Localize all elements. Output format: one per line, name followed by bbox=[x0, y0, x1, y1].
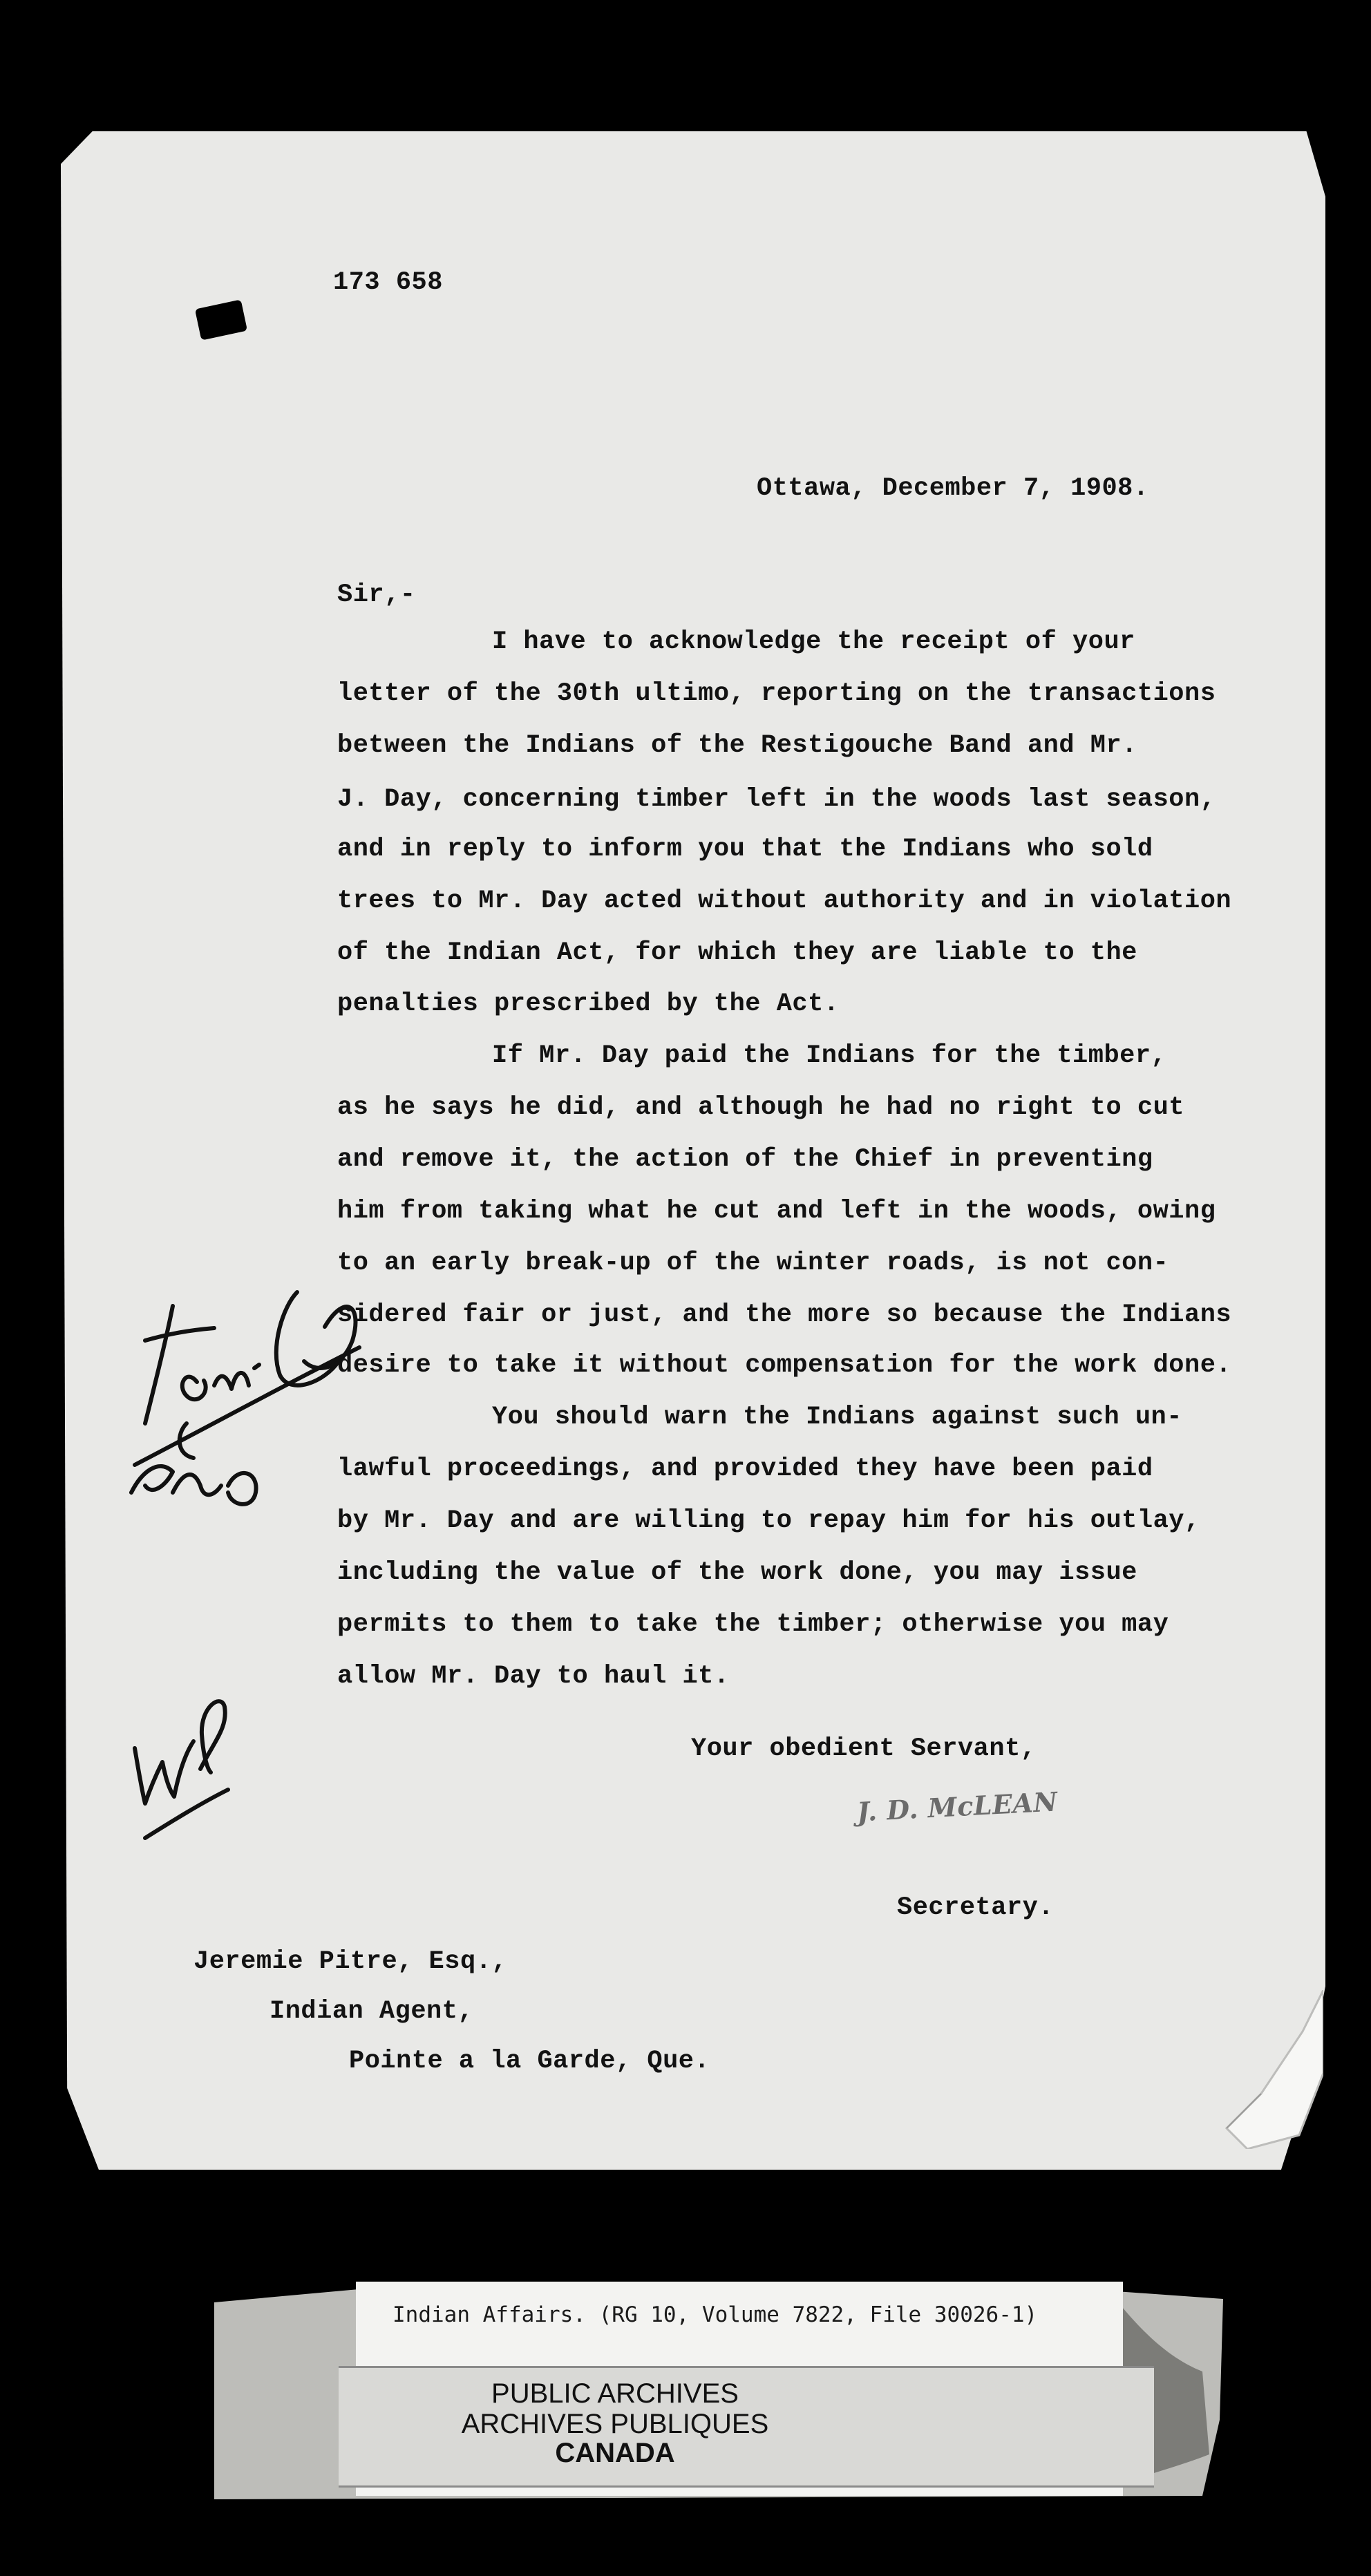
body-line: and in reply to inform you that the Indians who sold bbox=[337, 835, 1153, 864]
folded-corner bbox=[1206, 1990, 1323, 2149]
body-line: desire to take it without compensation for the work done. bbox=[337, 1351, 1232, 1380]
body-line: allow Mr. Day to haul it. bbox=[337, 1662, 730, 1691]
body-line: as he says he did, and although he had no right to cut bbox=[337, 1093, 1184, 1122]
body-line: of the Indian Act, for which they are liable to the bbox=[337, 938, 1137, 967]
addressee-place: Pointe a la Garde, Que. bbox=[349, 2047, 710, 2076]
body-line: penalties prescribed by the Act. bbox=[337, 989, 840, 1019]
body-line: J. Day, concerning timber left in the woods last season, bbox=[337, 785, 1216, 814]
body-line: I have to acknowledge the receipt of your bbox=[492, 627, 1135, 656]
body-line: sidered fair or just, and the more so because the Indians bbox=[337, 1300, 1232, 1329]
archive-slip bbox=[214, 2282, 1223, 2503]
body-line: and remove it, the action of the Chief in preventing bbox=[337, 1145, 1153, 1174]
body-line: to an early break-up of the winter roads, is not con- bbox=[337, 1249, 1169, 1278]
file-number: 173 658 bbox=[333, 268, 443, 297]
stamp-line: ARCHIVES PUBLIQUES bbox=[461, 2409, 769, 2439]
body-line: trees to Mr. Day acted without authority and in violation bbox=[337, 887, 1232, 916]
body-line: including the value of the work done, you may issue bbox=[337, 1558, 1137, 1587]
body-line: letter of the 30th ultimo, reporting on the transactions bbox=[337, 679, 1216, 708]
archive-citation: Indian Affairs. (RG 10, Volume 7822, File 30026-1) bbox=[393, 2302, 1038, 2327]
stamp-line: PUBLIC ARCHIVES bbox=[491, 2378, 739, 2409]
addressee-name: Jeremie Pitre, Esq., bbox=[193, 1947, 508, 1976]
stamp-line: CANADA bbox=[555, 2438, 675, 2468]
handwritten-wd-initials bbox=[124, 1686, 242, 1845]
date-line: Ottawa, December 7, 1908. bbox=[757, 474, 1149, 503]
addressee-title: Indian Agent, bbox=[270, 1997, 474, 2026]
body-line: permits to them to take the timber; otherwise you may bbox=[337, 1610, 1169, 1639]
signatory-title: Secretary. bbox=[897, 1893, 1055, 1922]
body-line: lawful proceedings, and provided they have been paid bbox=[337, 1455, 1153, 1484]
signature-stamp: J. D. McLEAN bbox=[856, 1786, 1059, 1828]
body-line: between the Indians of the Restigouche Band and Mr. bbox=[337, 731, 1137, 760]
body-line: If Mr. Day paid the Indians for the timber, bbox=[492, 1041, 1167, 1070]
closing: Your obedient Servant, bbox=[691, 1734, 1037, 1763]
salutation: Sir,- bbox=[337, 580, 416, 609]
body-line: him from taking what he cut and left in the woods, owing bbox=[337, 1197, 1216, 1226]
body-line: You should warn the Indians against such un- bbox=[492, 1403, 1182, 1432]
handwritten-initials-mark bbox=[117, 1265, 373, 1555]
body-line: by Mr. Day and are willing to repay him for his outlay, bbox=[337, 1506, 1200, 1535]
